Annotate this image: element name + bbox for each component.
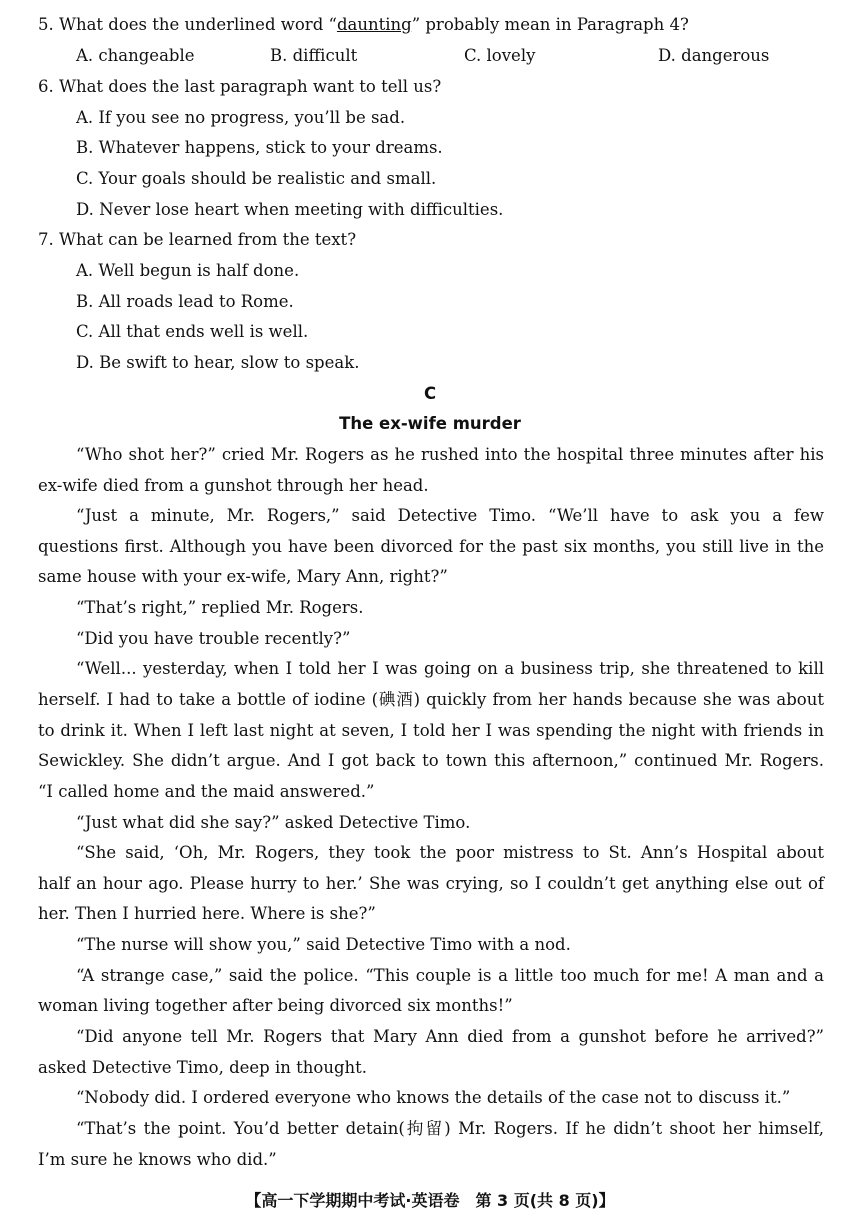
passage-line: “Who shot her?” cried Mr. Rogers as he rushed into the hospital three minutes after his: [76, 445, 824, 464]
q5-option-b: B. difficult: [270, 46, 358, 65]
passage-line: “That’s right,” replied Mr. Rogers.: [76, 598, 364, 617]
q6-option-d: D. Never lose heart when meeting with difficulties.: [76, 200, 504, 219]
q5-post: ” probably mean in Paragraph 4?: [411, 15, 689, 34]
question-5-options: [76, 46, 816, 66]
passage-line: “Did you have trouble recently?”: [76, 629, 351, 648]
q6-option-c: C. Your goals should be realistic and small.: [76, 169, 437, 188]
q5-option-a: A. changeable: [76, 46, 195, 65]
section-letter: C: [423, 384, 437, 403]
passage-line: “Nobody did. I ordered everyone who knows the details of the case not to discuss it.”: [76, 1088, 791, 1107]
q7-option-a: A. Well begun is half done.: [76, 261, 300, 280]
q7-option-d: D. Be swift to hear, slow to speak.: [76, 353, 360, 372]
passage-line: ex-wife died from a gunshot through her head.: [38, 476, 429, 495]
passage-line: asked Detective Timo, deep in thought.: [38, 1058, 368, 1077]
passage-line: half an hour ago. Please hurry to her.’ She was crying, so I couldn’t get anything else out of: [38, 874, 824, 893]
passage-line: “She said, ‘Oh, Mr. Rogers, they took the poor mistress to St. Ann’s Hospital about: [76, 843, 824, 862]
q5-pre: 5. What does the underlined word “: [38, 15, 337, 34]
passage-line: her. Then I hurried here. Where is she?”: [38, 904, 376, 923]
q7-option-c: C. All that ends well is well.: [76, 322, 309, 341]
passage-line: “Well... yesterday, when I told her I was going on a business trip, she threatened to kill: [76, 659, 824, 678]
passage-line: “The nurse will show you,” said Detective Timo with a nod.: [76, 935, 571, 954]
passage-title: The ex-wife murder: [339, 414, 521, 433]
q6-option-b: B. Whatever happens, stick to your dreams.: [76, 138, 443, 157]
underlined-word: daunting: [336, 15, 412, 34]
passage-line: “Did anyone tell Mr. Rogers that Mary Ann died from a gunshot before he arrived?”: [76, 1027, 824, 1046]
q5-option-c: C. lovely: [464, 46, 536, 65]
passage-line: I’m sure he knows who did.”: [38, 1150, 277, 1169]
question-6-stem: 6. What does the last paragraph want to tell us?: [38, 77, 442, 96]
passage-line: to drink it. When I left last night at seven, I told her I was spending the night with friends in: [38, 721, 824, 740]
passage-line: “Just a minute, Mr. Rogers,” said Detective Timo. “We’ll have to ask you a few: [76, 506, 824, 525]
question-5-stem: [38, 15, 824, 35]
passage-line: “A strange case,” said the police. “This couple is a little too much for me! A man and a: [76, 966, 824, 985]
passage-line: same house with your ex-wife, Mary Ann, right?”: [38, 567, 448, 586]
passage-line: herself. I had to take a bottle of iodine (碘酒) quickly from her hands because she was about: [38, 690, 824, 709]
passage-line: Sewickley. She didn’t argue. And I got back to town this afternoon,” continued Mr. Rogers.: [38, 751, 824, 770]
passage-line: “I called home and the maid answered.”: [38, 782, 375, 801]
passage-line: woman living together after being divorced six months!”: [38, 996, 513, 1015]
passage-line: “Just what did she say?” asked Detective Timo.: [76, 813, 471, 832]
page-footer: 【高一下学期期中考试·英语卷 第 3 页(共 8 页)】: [245, 1191, 615, 1210]
question-7-stem: 7. What can be learned from the text?: [38, 230, 357, 249]
q6-option-a: A. If you see no progress, you’ll be sad.: [76, 108, 406, 127]
q7-option-b: B. All roads lead to Rome.: [76, 292, 294, 311]
passage-line: “That’s the point. You’d better detain(拘留) Mr. Rogers. If he didn’t shoot her himself,: [76, 1119, 824, 1138]
passage-line: questions first. Although you have been divorced for the past six months, you still live in the: [38, 537, 824, 556]
q5-option-d: D. dangerous: [658, 46, 770, 65]
